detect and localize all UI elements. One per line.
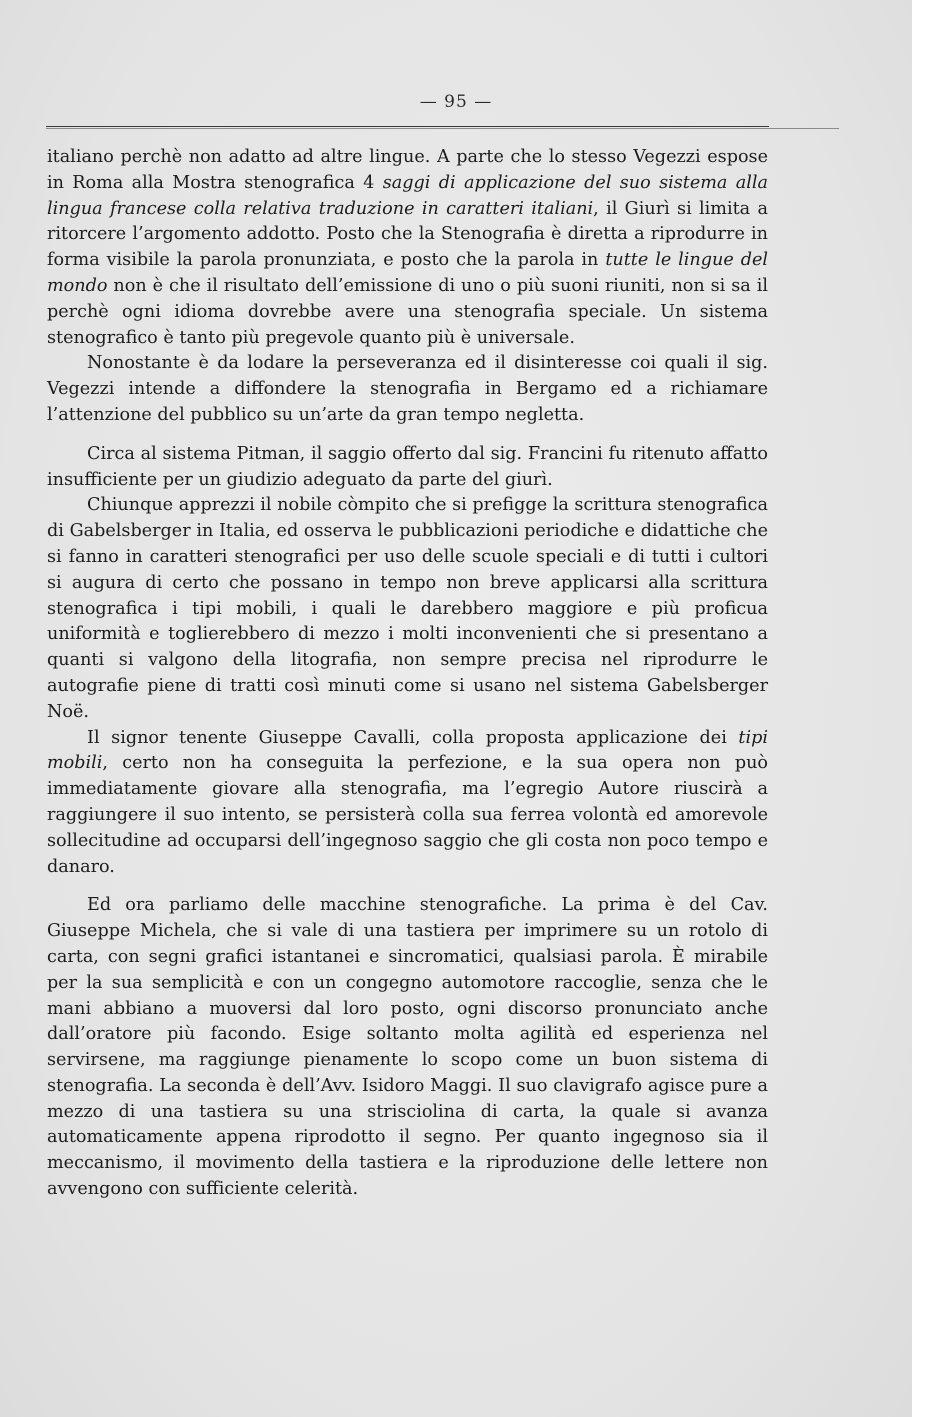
paragraph	[47, 442, 768, 494]
text-run: Nonostante è da lodare la perseveranza ed il disinteresse coi quali il sig. Vegezzi intende a diffondere la stenografia in Bergamo ed a richiamare l’attenzione del pubblico su un’arte da gran tempo negletta.	[47, 353, 768, 425]
text-run: non è che il risultato dell’emissione di uno o più suoni riuniti, non si sa il perchè ogni idioma dovrebbe avere una stenografia speciale. Un sistema stenografico è tanto più pregevole quanto più è universale.	[47, 275, 768, 348]
italic-text-run: tipi mobili	[47, 727, 768, 774]
page-body	[47, 145, 768, 1203]
page-number-header: — 95 —	[419, 92, 493, 112]
italic-text-run: saggi di applicazione del suo sistema alla lingua francese colla relativa traduzione in caratteri italiani	[47, 172, 768, 219]
paragraph	[47, 726, 768, 881]
text-run: , il Giurì si limita a ritorcere l’argomento addotto. Posto che la Stenografia è diretta a riprodurre in forma visibile la parola pronunziata, e posto che la parola in	[47, 198, 768, 271]
text-run: italiano perchè non adatto ad altre lingue. A parte che lo stesso Vegezzi espose in Roma alla Mostra stenografica 4	[47, 147, 768, 193]
text-run: Circa al sistema Pitman, il saggio offerto dal sig. Francini fu ritenuto affatto insufficiente per un giudizio adeguato da parte del giurì.	[47, 443, 768, 490]
paragraph	[47, 145, 768, 351]
paragraph	[47, 893, 768, 1203]
text-run: Il signor tenente Giuseppe Cavalli, colla proposta applicazione dei	[87, 727, 739, 748]
text-run: Chiunque apprezzi il nobile còmpito che si prefigge la scrittura stenografica di Gabelsberger in Italia, ed osserva le pubblicazioni periodiche e didattiche che si fanno in caratteri stenografici per uso delle scuole speciali e di tutti i cultori si augura di certo che possano in tempo non breve applicarsi alla scrittura stenografica i tipi mobili, i quali le darebbero maggiore e più proficua uniformità e toglierebbero di mezzo i molti inconvenienti che si presentano a quanti si valgono della litografia, non sempre precisa nel riprodurre le autografie piene di tratti così minuti come si usano nel sistema Gabelsberger Noë.	[47, 495, 768, 722]
header-rule	[46, 126, 769, 127]
text-run: Ed ora parliamo delle macchine stenografiche. La prima è del Cav. Giuseppe Michela, che si vale di una tastiera per imprimere su un rotolo di carta, con segni grafici istantanei e sincromatici, qualsiasi parola. È mirabile per la sua semplicità e con un congegno automotore raccoglie, senza che le mani abbiano a muoversi dal loro posto, ogni discorso pronunciato anche dall’oratore più facondo. Esige soltanto molta agilità ed esperienza nel servirsene, ma raggiunge pienamente lo scopo come un buon sistema di stenografia. La seconda è dell’Avv. Isidoro Maggi. Il suo clavigrafo agisce pure a mezzo di una tastiera su una strisciolina di carta, la quale si avanza automaticamente appena riprodotto il segno. Per quanto ingegnoso sia il meccanismo, il movimento della tastiera e la riproduzione delle lettere non avvengono con sufficiente celerità.	[47, 895, 768, 1200]
paragraph	[47, 493, 768, 725]
paragraph	[47, 351, 768, 428]
text-run: , certo non ha conseguita la perfezione, e la sua opera non può immediatamente giovare alla stenografia, ma l’egregio Autore riuscirà a raggiungere il suo intento, se persisterà colla sua ferrea volontà ed amorevole sollecitudine ad occuparsi dell’ingegnoso saggio che gli costa non poco tempo e danaro.	[47, 753, 768, 877]
italic-text-run: tutte le lingue del mondo	[47, 250, 768, 296]
